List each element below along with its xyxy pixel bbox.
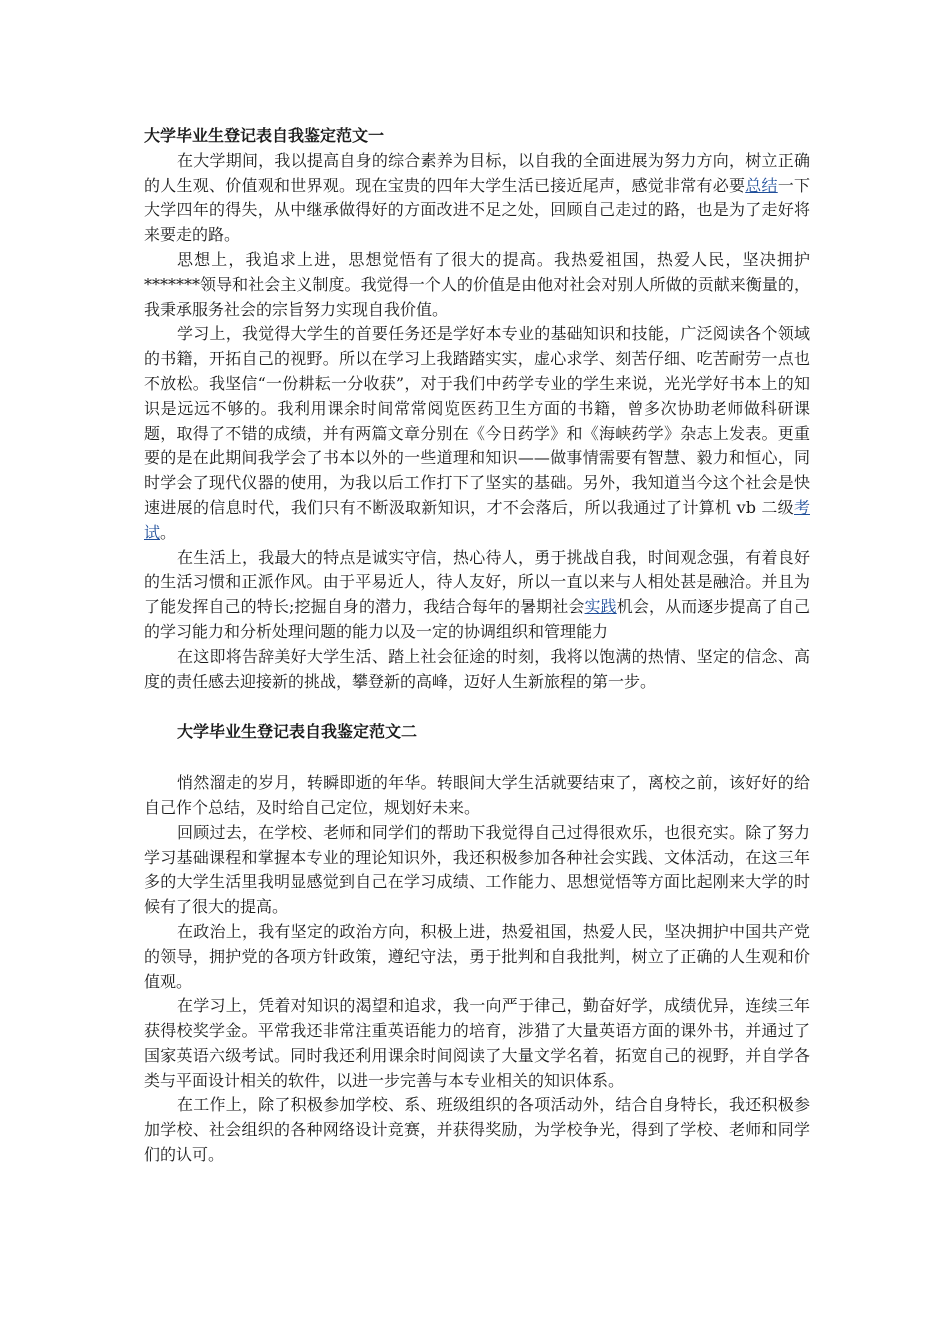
paragraph-text: 。 — [160, 522, 177, 542]
paragraph-2-4: 在学习上，凭着对知识的渴望和追求，我一向严于律己，勤奋好学，成绩优异，连续三年获得校奖学金。平常我还非常注重英语能力的培育，涉猎了大量英语方面的课外书，并通过了国家英语六级考试。同时我还利用课余时间阅读了大量文学名着，拓宽自己的视野，并自学各类与平面设计相关的软件，以进一步完善与本专业相关的知识体系。 — [144, 996, 810, 1090]
paragraph-text: 机会，从而逐步提高了自己的学习能力和分析处理问题的能力以及一定的协调组织和管理能力 — [144, 597, 810, 641]
paragraph-text: 在生活上，我最大的特点是诚实守信，热心待人，勇于挑战自我，时间观念强，有着良好的生活习惯和正派作风。由于平易近人，待人友好，所以一直以来与人相处甚是融洽。并且为了能发挥自己的特长;挖掘自身的潜力，我结合每年的暑期社会 — [144, 547, 810, 617]
paragraph-text: 学习上，我觉得大学生的首要任务还是学好本专业的基础知识和技能，广泛阅读各个领域的书籍，开拓自己的视野。所以在学习上我踏踏实实，虚心求学、刻苦仔细、吃苦耐劳一点也不放松。我坚信“一份耕耘一分收获”，对于我们中药学专业的学生来说，光光学好书本上的知识是远远不够的。我利用课余时间常常阅览医药卫生方面的书籍，曾多次协助老师做科研课题，取得了不错的成绩，并有两篇文章分别在《今日药学》和《海峡药学》杂志上发表。更重要的是在此期间我学会了书本以外的一些道理和知识——做事情需要有智慧、毅力和恒心，同时学会了现代仪器的使用，为我以后工作打下了坚实的基础。另外，我知道当今这个社会是快速进展的信息时代，我们只有不断汲取新知识，才不会落后，所以我通过了计算机 vb 二级 — [144, 324, 810, 517]
paragraph-2-1: 悄然溜走的岁月，转瞬即逝的年华。转眼间大学生活就要结束了，离校之前，该好好的给自己作个总结，及时给自己定位，规划好未来。 — [144, 773, 810, 817]
paragraph-2-3: 在政治上，我有坚定的政治方向，积极上进，热爱祖国，热爱人民，坚决拥护中国共产党的领导，拥护党的各项方针政策，遵纪守法，勇于批判和自我批判，树立了正确的人生观和价值观。 — [144, 921, 810, 991]
paragraph-text: 一下大学四年的得失，从中继承做得好的方面改进不足之处，回顾自己走过的路，也是为了走好将来要走的路。 — [144, 175, 810, 245]
paragraph-2-2: 回顾过去，在学校、老师和同学们的帮助下我觉得自己过得很欢乐，也很充实。除了努力学习基础课程和掌握本专业的理论知识外，我还积极参加各种社会实践、文体活动，在这三年多的大学生活里我明显感觉到自己在学习成绩、工作能力、思想觉悟等方面比起刚来大学的时候有了很大的提高。 — [144, 822, 810, 917]
paragraph-1-2: 思想上，我追求上进，思想觉悟有了很大的提高。我热爱祖国，热爱人民，坚决拥护*******领导和社会主义制度。我觉得一个人的价值是由他对社会对别人所做的贡献来衡量的，我秉承服务社会的宗旨努力实现自我价值。 — [144, 249, 810, 319]
document-content — [144, 124, 810, 1168]
section-title-2: 大学毕业生登记表自我鉴定范文二 — [177, 722, 418, 742]
link-summary[interactable]: 总结 — [745, 175, 778, 195]
paragraph-1-3 — [144, 322, 810, 545]
paragraph-1-1 — [144, 149, 810, 248]
section-title-1: 大学毕业生登记表自我鉴定范文一 — [144, 126, 385, 145]
link-exam[interactable]: 考试 — [144, 497, 810, 542]
link-practice[interactable]: 实践 — [584, 597, 617, 617]
paragraph-2-5: 在工作上，除了积极参加学校、系、班级组织的各项活动外，结合自身特长，我还积极参加学校、社会组织的各种网络设计竞赛，并获得奖励，为学校争光，得到了学校、老师和同学们的认可。 — [144, 1095, 810, 1165]
paragraph-text: 在大学期间，我以提高自身的综合素养为目标，以自我的全面进展为努力方向，树立正确的人生观、价值观和世界观。现在宝贵的四年大学生活已接近尾声，感觉非常有必要 — [144, 150, 810, 195]
paragraph-1-4 — [144, 546, 810, 645]
paragraph-1-5: 在这即将告辞美好大学生活、踏上社会征途的时刻，我将以饱满的热情、坚定的信念、高度的责任感去迎接新的挑战，攀登新的高峰，迈好人生新旅程的第一步。 — [144, 646, 810, 691]
